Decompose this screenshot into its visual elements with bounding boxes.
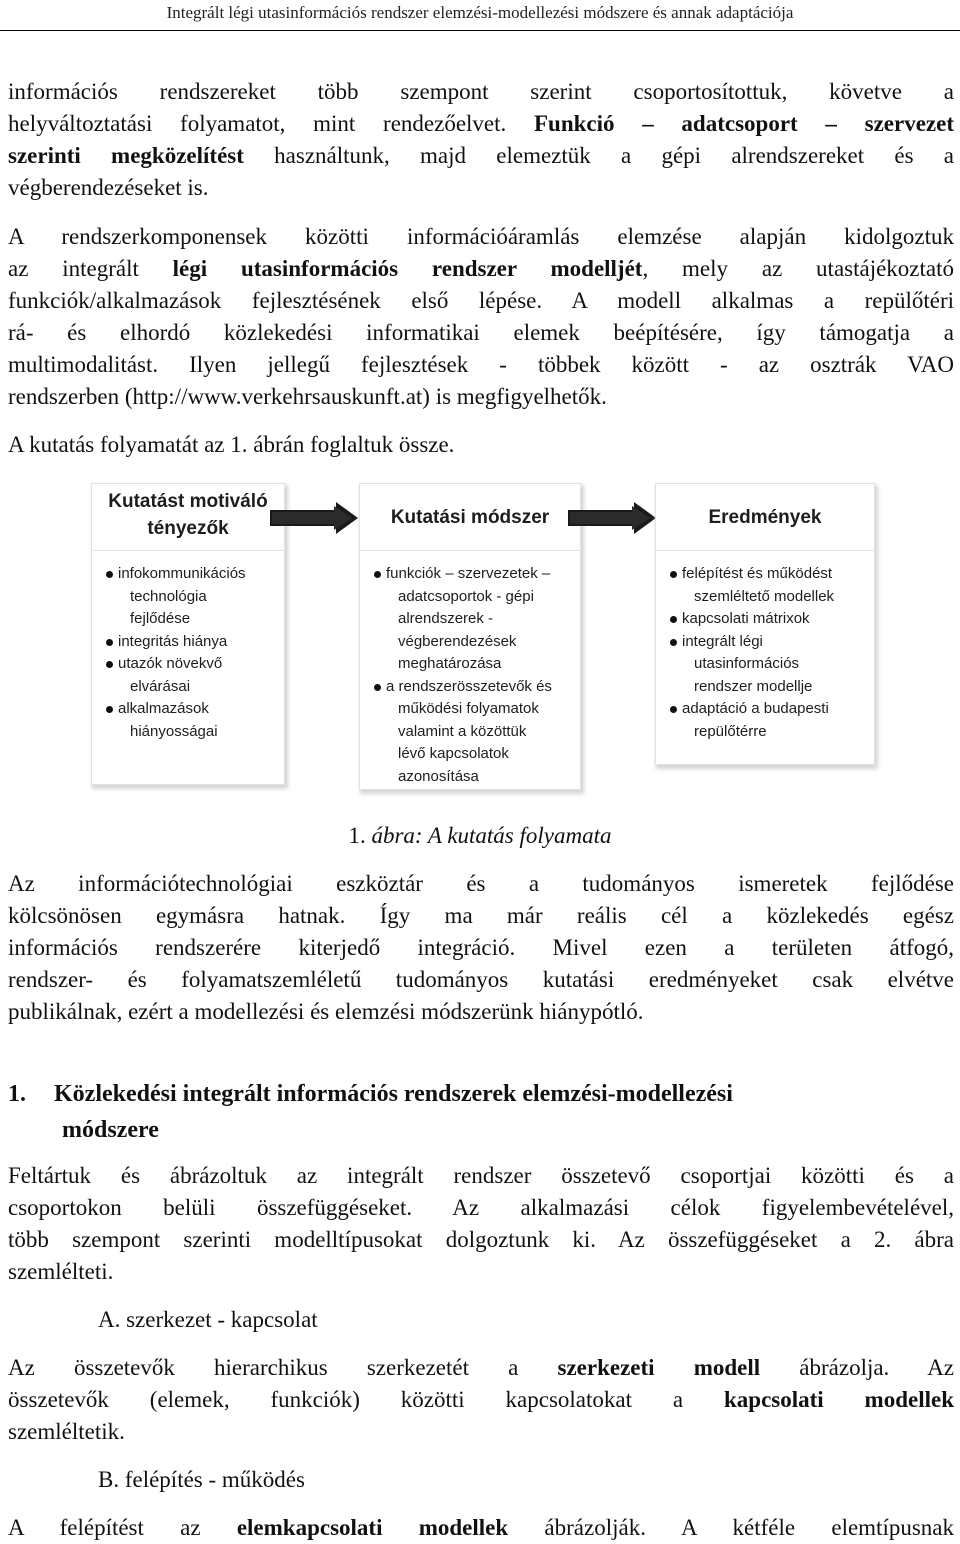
paragraph-6 xyxy=(8,1352,954,1448)
section-heading xyxy=(8,1076,954,1148)
section-heading-line-1: 1. Közlekedési integrált információs rendszerek elemzési-modellezési xyxy=(8,1081,733,1107)
box-3-title: Eredmények xyxy=(708,507,822,528)
paragraph-2 xyxy=(8,221,954,413)
p4-line-4: rendszer- és folyamatszemléletű tudományos kutatási eredményeket csak elvétve xyxy=(8,967,954,992)
list-item: integritás hiánya xyxy=(104,631,246,654)
intro-line-3: szerinti megközelítést használtunk, majd elemeztük a gépi alrendszereket és a xyxy=(8,143,954,168)
box-2-title: Kutatási módszer xyxy=(390,507,550,528)
p4-line-5: publikálnak, ezért a modellezési és elemzési módszerünk hiánypótló. xyxy=(8,999,644,1024)
paragraph-7 xyxy=(8,1512,954,1544)
box-2-divider xyxy=(360,550,580,551)
p5-line-1: Feltártuk és ábrázoltuk az integrált rendszer összetevő csoportjai közötti és a xyxy=(8,1163,954,1188)
box-results xyxy=(656,484,874,764)
p2-line-4: rá- és elhordó közlekedési informatikai elemek beépítésére, így támogatja a xyxy=(8,320,954,345)
list-item: a rendszerösszetevők és működési folyamatok valamint a közöttük lévő kapcsolatok azonosítása xyxy=(372,676,552,789)
list-item: kapcsolati mátrixok xyxy=(668,608,834,631)
list-item: infokommunikációs technológia fejlődése xyxy=(104,563,246,631)
box-3-bullets xyxy=(656,563,834,743)
list-item: alkalmazások hiányosságai xyxy=(104,698,246,743)
running-header xyxy=(0,0,960,31)
list-item: adaptáció a budapesti repülőtérre xyxy=(668,698,834,743)
p6-line-3: szemléltetik. xyxy=(8,1419,125,1444)
intro-line-2: helyváltoztatási folyamatot, mint rendezőelvet. Funkció – adatcsoport – szervezet xyxy=(8,111,954,136)
arrow-right-icon xyxy=(566,500,658,536)
p2-line-1: A rendszerkomponensek közötti információáramlás elemzése alapján kidolgoztuk xyxy=(8,224,954,249)
p4-line-3: információs rendszerére kiterjedő integráció. Mivel ezen a területen átfogó, xyxy=(8,935,954,960)
p2-line-5: multimodalitást. Ilyen jellegű fejlesztések - többek között - az osztrák VAO xyxy=(8,352,954,377)
figure-caption: 1. ábra: A kutatás folyamata xyxy=(348,823,612,848)
p5-line-3: több szempont szerinti modelltípusokat dolgoztunk ki. Az összefüggéseket a 2. ábra xyxy=(8,1227,954,1252)
list-item: utazók növekvő elvárásai xyxy=(104,653,246,698)
p5-line-4: szemlélteti. xyxy=(8,1259,114,1284)
intro-line-4: végberendezéseket is. xyxy=(8,175,209,200)
p3-line: A kutatás folyamatát az 1. ábrán foglaltuk össze. xyxy=(8,432,455,457)
p7-line-1: A felépítést az elemkapcsolati modellek ábrázolják. A kétféle elemtípusnak xyxy=(8,1515,954,1540)
figure-1 xyxy=(0,478,960,796)
p4-line-2: kölcsönösen egymásra hatnak. Így ma már reális cél a közlekedés egész xyxy=(8,903,954,928)
paragraph-4 xyxy=(8,868,954,1028)
intro-line-1: információs rendszereket több szempont szerint csoportosítottuk, követve a xyxy=(8,79,954,104)
paragraph-3 xyxy=(8,429,954,461)
box-2-bullets xyxy=(360,563,552,788)
p5-line-2: csoportokon belüli összefüggéseket. Az alkalmazási célok figyelembevételével, xyxy=(8,1195,954,1220)
section-heading-line-2: módszere xyxy=(62,1117,159,1143)
p2-line-6: rendszerben (http://www.verkehrsauskunft.at) is megfigyelhetők. xyxy=(8,384,607,409)
p2-line-2: az integrált légi utasinformációs rendszer modelljét, mely az utastájékoztató xyxy=(8,256,954,281)
box-motivating-factors xyxy=(92,484,284,784)
list-item: felépítést és működést szemléltető modellek xyxy=(668,563,834,608)
paragraph-5 xyxy=(8,1160,954,1288)
box-research-method xyxy=(360,484,580,789)
intro-paragraph xyxy=(8,76,954,204)
box-1-bullets xyxy=(92,563,246,743)
box-1-title: Kutatást motiváló tényezők xyxy=(108,491,268,539)
p6-line-2: összetevők (elemek, funkciók) közötti kapcsolatokat a kapcsolati modellek xyxy=(8,1387,954,1412)
p6-line-1: Az összetevők hierarchikus szerkezetét a szerkezeti modell ábrázolja. Az xyxy=(8,1355,955,1380)
p4-line-1: Az információtechnológiai eszköztár és a tudományos ismeretek fejlődése xyxy=(8,871,954,896)
arrow-right-icon xyxy=(268,500,360,536)
list-item: funkciók – szervezetek – adatcsoportok - gépi alrendszerek - végberendezések meghatározása xyxy=(372,563,552,676)
subheading-a: A. szerkezet - kapcsolat xyxy=(98,1307,318,1332)
list-item: integrált légi utasinformációs rendszer modellje xyxy=(668,631,834,699)
running-header-title: Integrált légi utasinformációs rendszer elemzési-modellezési módszere és annak adaptációja xyxy=(166,3,794,22)
box-3-divider xyxy=(656,550,874,551)
subheading-b: B. felépítés - működés xyxy=(98,1467,305,1492)
box-1-divider xyxy=(92,550,284,551)
p2-line-3: funkciók/alkalmazások fejlesztésének első lépése. A modell alkalmas a repülőtéri xyxy=(8,288,954,313)
